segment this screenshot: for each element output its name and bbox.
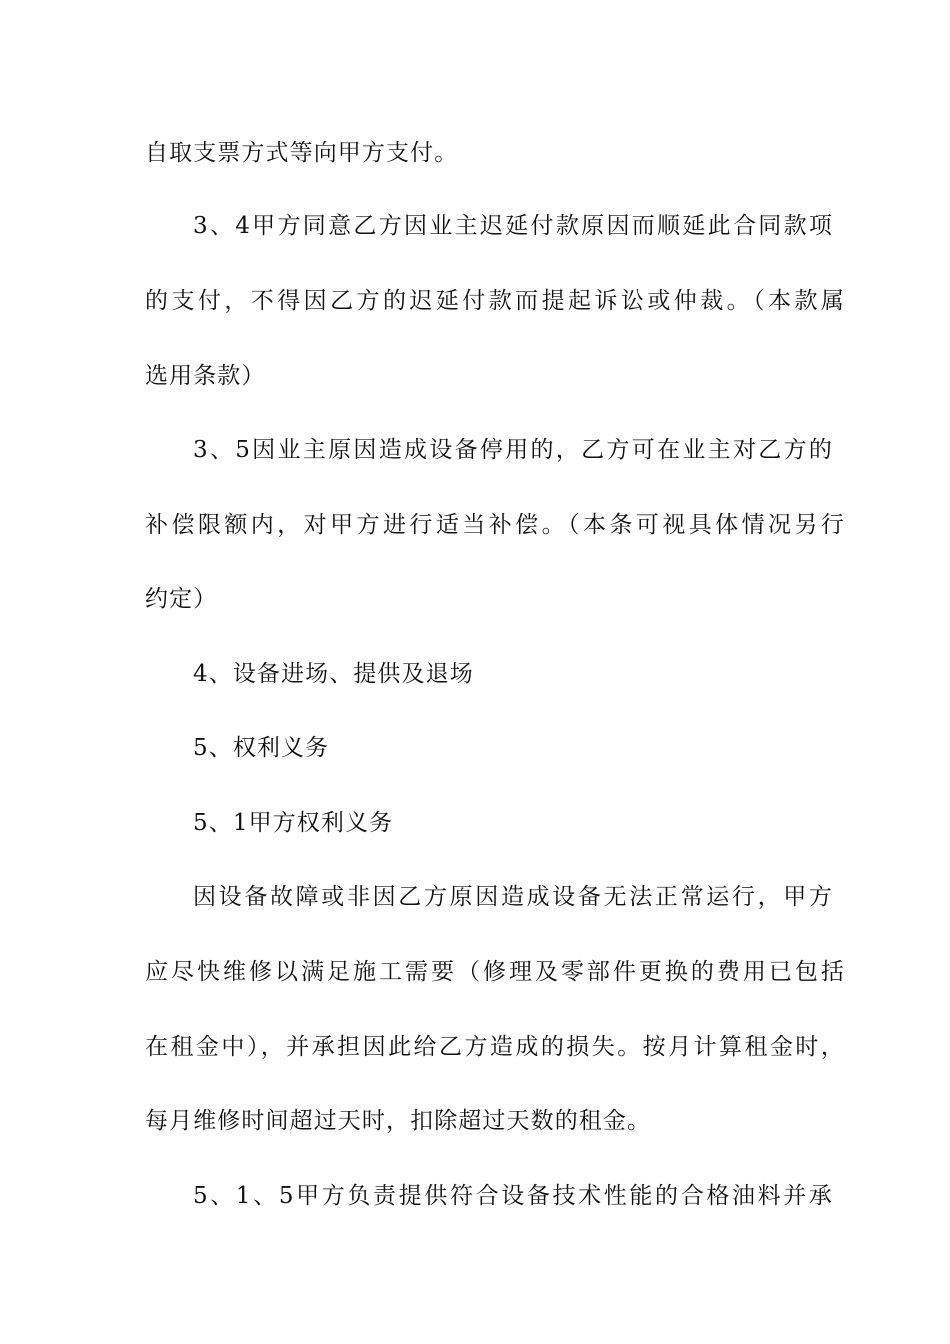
text-line-3: 的支付，不得因乙方的迟延付款而提起诉讼或仲裁。（本款属 — [145, 288, 845, 314]
text-line-5: 3、5因业主原因造成设备停用的，乙方可在业主对乙方的 — [193, 437, 833, 463]
text-line-15: 5、1、5甲方负责提供符合设备技术性能的合格油料并承 — [193, 1183, 833, 1209]
text-line-7: 约定） — [145, 586, 218, 612]
text-line-13: 在租金中），并承担因此给乙方造成的损失。按月计算租金时， — [145, 1034, 845, 1060]
text-line-1: 自取支票方式等向甲方支付。 — [145, 140, 459, 166]
text-line-6: 补偿限额内，对甲方进行适当补偿。（本条可视具体情况另行 — [145, 512, 845, 538]
text-line-10: 5、1甲方权利义务 — [193, 810, 394, 836]
text-line-2: 3、4甲方同意乙方因业主迟延付款原因而顺延此合同款项 — [193, 213, 833, 239]
text-line-4: 选用条款） — [145, 363, 266, 389]
text-line-14: 每月维修时间超过天时，扣除超过天数的租金。 — [145, 1108, 652, 1134]
text-line-9: 5、权利义务 — [193, 735, 330, 761]
text-line-12: 应尽快维修以满足施工需要（修理及零部件更换的费用已包括 — [145, 959, 845, 985]
text-line-11: 因设备故障或非因乙方原因造成设备无法正常运行，甲方 — [193, 884, 833, 910]
text-line-8: 4、设备进场、提供及退场 — [193, 661, 474, 687]
